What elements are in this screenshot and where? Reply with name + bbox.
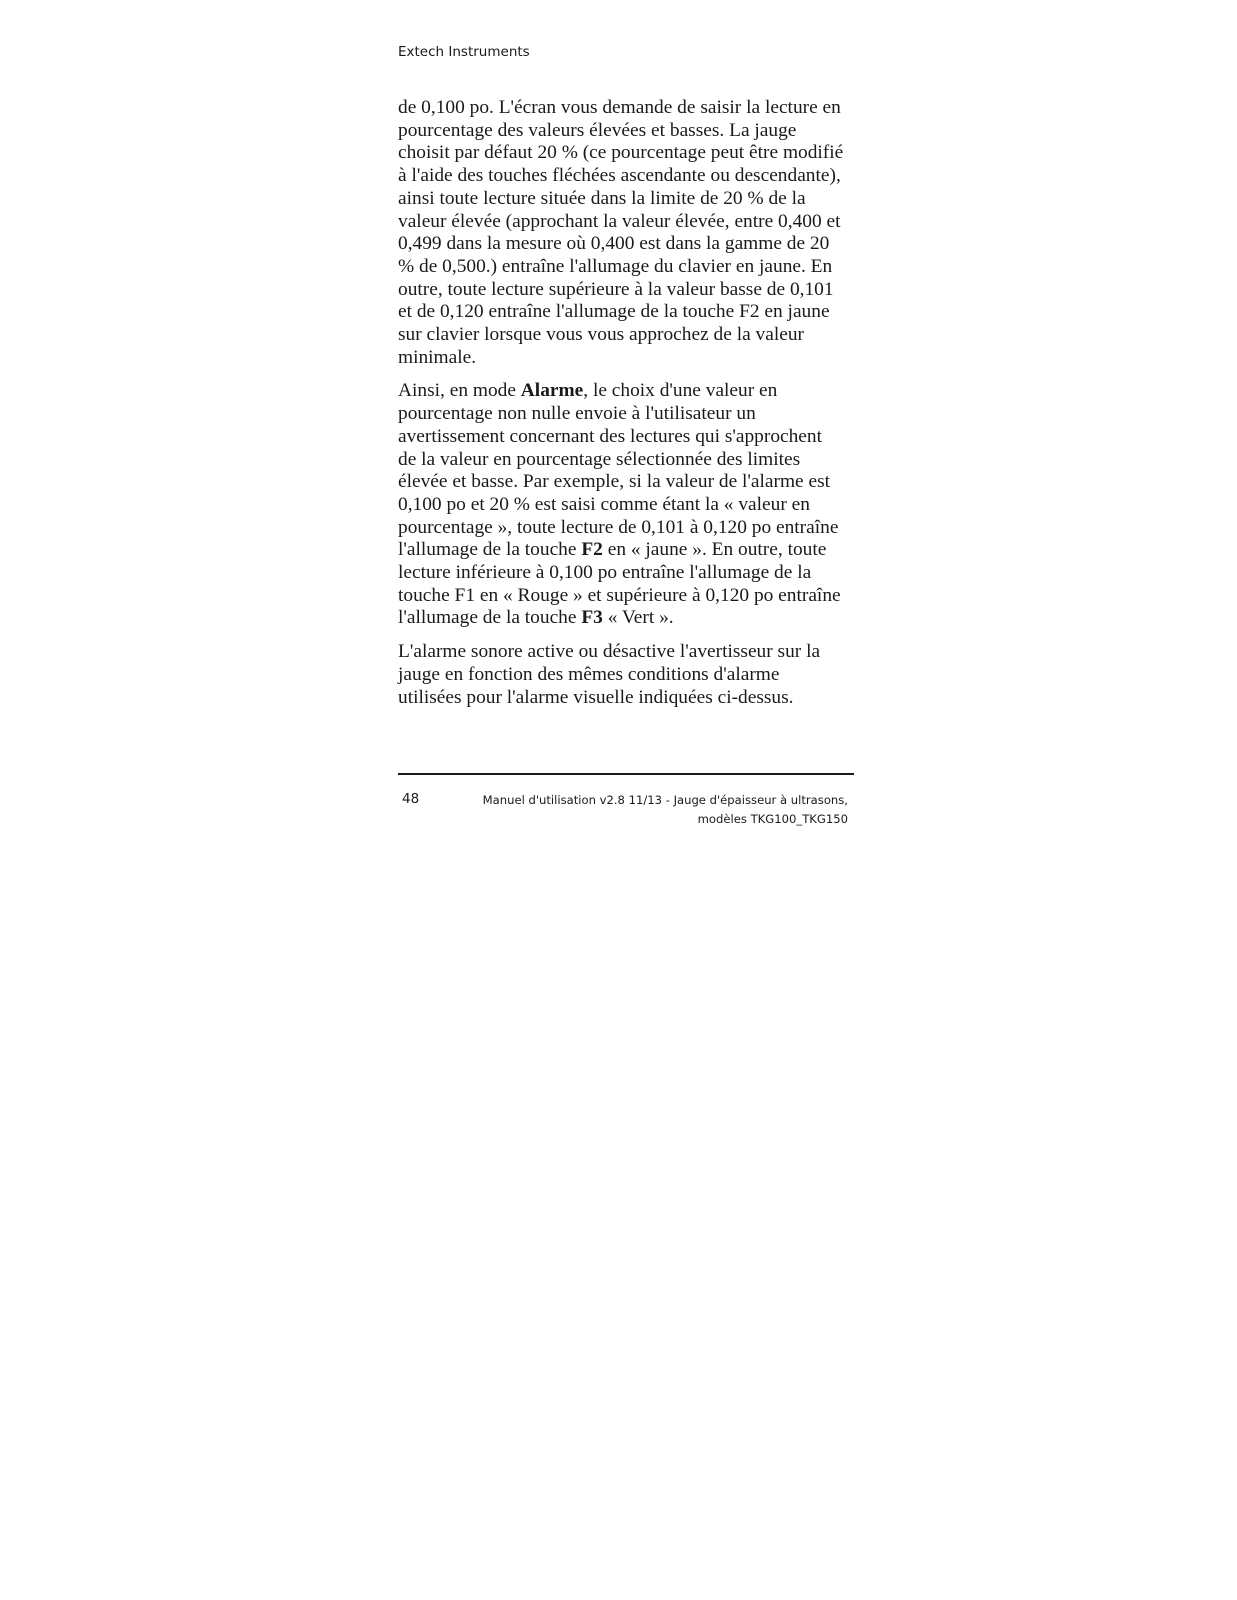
text-line: et de 0,120 entraîne l'allumage de la touche F2 en jaune xyxy=(398,301,830,323)
text-line: lecture inférieure à 0,100 po entraîne l'allumage de la xyxy=(398,562,812,584)
text-line: de 0,100 po. L'écran vous demande de saisir la lecture en xyxy=(398,97,841,118)
paragraph-3 xyxy=(398,641,854,709)
bold-term-f2: F2 xyxy=(581,539,603,561)
text-run: l'allumage de la touche xyxy=(398,539,582,561)
text-line: 0,499 dans la mesure où 0,400 est dans la gamme de 20 xyxy=(398,233,830,255)
text-line: de la valeur en pourcentage sélectionnée des limites xyxy=(398,448,801,470)
paragraph-1 xyxy=(398,97,854,369)
text-line: outre, toute lecture supérieure à la valeur basse de 0,101 xyxy=(398,278,834,300)
bold-term-f3: F3 xyxy=(581,607,603,629)
text-line: touche F1 en « Rouge » et supérieure à 0,120 po entraîne xyxy=(398,584,841,606)
footer-title-line: Manuel d'utilisation v2.8 11/13 - Jauge d'épaisseur à ultrasons, xyxy=(482,793,848,807)
text-line: utilisées pour l'alarme visuelle indiquées ci-dessus. xyxy=(398,686,794,708)
text-line: pourcentage des valeurs élevées et basses. La jauge xyxy=(398,119,797,141)
text-line: avertissement concernant des lectures qui s'approchent xyxy=(398,425,822,447)
text-line: % de 0,500.) entraîne l'allumage du clavier en jaune. En xyxy=(398,255,833,277)
footer-title-line: modèles TKG100_TKG150 xyxy=(697,812,848,826)
text-line: pourcentage », toute lecture de 0,101 à 0,120 po entraîne xyxy=(398,516,839,538)
text-line: L'alarme sonore active ou désactive l'avertisseur sur la xyxy=(398,641,821,663)
body-text xyxy=(398,97,854,720)
text-line: ainsi toute lecture située dans la limite de 20 % de la xyxy=(398,187,806,209)
text-line: 0,100 po et 20 % est saisi comme étant la « valeur en xyxy=(398,493,810,515)
bold-term-alarme: Alarme xyxy=(520,380,584,402)
page-header-brand: Extech Instruments xyxy=(398,44,530,60)
text-line xyxy=(398,607,854,630)
text-line xyxy=(398,380,854,403)
text-run: , le choix d'une valeur en xyxy=(583,380,778,402)
footer-manual-title xyxy=(483,791,848,829)
text-run: l'allumage de la touche xyxy=(398,607,582,629)
footer-divider xyxy=(398,773,854,775)
text-run: en « jaune ». En outre, toute xyxy=(602,539,827,561)
text-line: jauge en fonction des mêmes conditions d'alarme xyxy=(398,663,780,685)
text-line: à l'aide des touches fléchées ascendante ou descendante), xyxy=(398,165,841,187)
text-line: minimale. xyxy=(398,346,477,368)
page-number: 48 xyxy=(402,791,420,807)
text-run: Ainsi, en mode xyxy=(398,380,521,402)
text-line xyxy=(398,539,854,562)
text-line: pourcentage non nulle envoie à l'utilisateur un xyxy=(398,403,756,425)
text-line: choisit par défaut 20 % (ce pourcentage peut être modifié xyxy=(398,142,844,164)
paragraph-2 xyxy=(398,380,854,630)
text-run: « Vert ». xyxy=(602,607,674,629)
text-line: élevée et basse. Par exemple, si la valeur de l'alarme est xyxy=(398,471,831,493)
text-line: valeur élevée (approchant la valeur élevée, entre 0,400 et xyxy=(398,210,841,232)
text-line: sur clavier lorsque vous vous approchez de la valeur xyxy=(398,324,804,346)
